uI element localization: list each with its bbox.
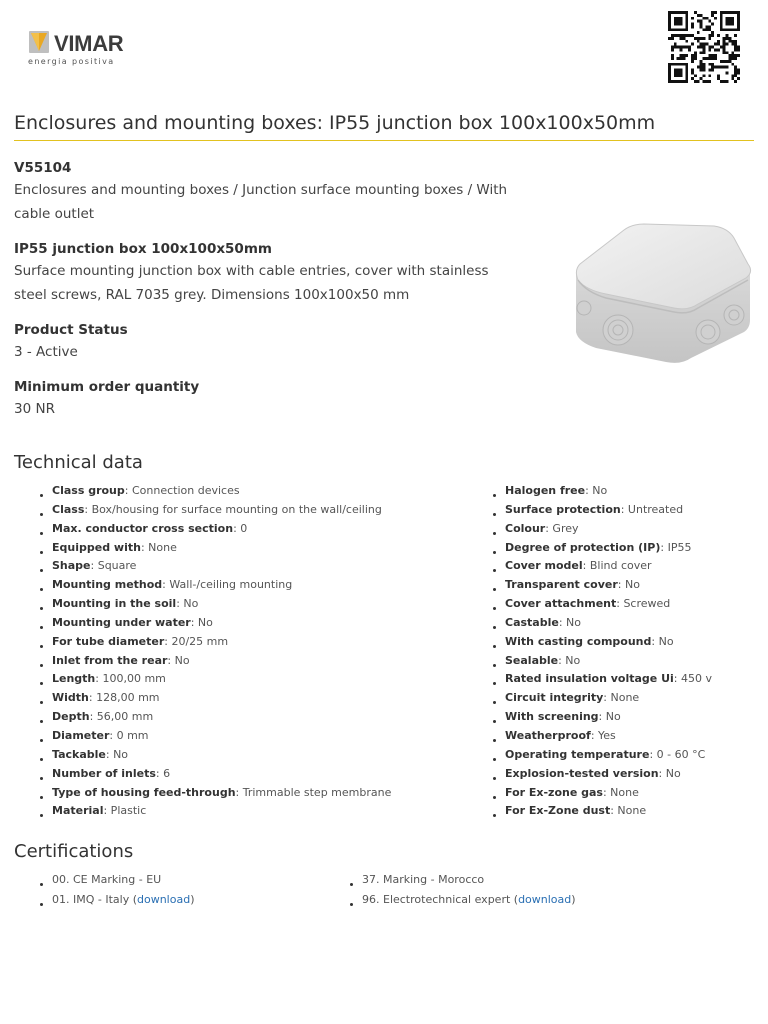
technical-data-item [40, 501, 391, 520]
technical-data-value: : 0 - 60 °C [649, 747, 706, 761]
technical-data-key: Cover attachment [505, 597, 617, 611]
technical-data-item [493, 520, 712, 539]
technical-data-value: : 20/25 mm [164, 634, 229, 648]
certifications-left [40, 870, 195, 910]
technical-data-item [493, 765, 712, 784]
product-description: Surface mounting junction box with cable entries, cover with stainless steel screws, RAL 7035 grey. Dimensions 100x100x50 mm [14, 263, 489, 303]
certifications-right [350, 870, 576, 910]
technical-data-item [40, 689, 391, 708]
technical-data-right [493, 482, 712, 821]
technical-data-key: Halogen free [505, 484, 586, 497]
technical-data-key: Length [52, 672, 96, 686]
technical-data-key: Rated insulation voltage Ui [505, 672, 674, 686]
technical-data-key: Cover model [505, 559, 583, 573]
technical-data-key: Sealable [505, 653, 559, 667]
technical-data-item [493, 557, 712, 576]
technical-data-key: Depth [52, 710, 90, 724]
technical-data-key: Class [52, 502, 85, 516]
product-status-value: 3 - Active [14, 344, 78, 360]
technical-data-key: Surface protection [505, 502, 621, 516]
technical-data-item [493, 595, 712, 614]
technical-data-value: : Blind cover [582, 559, 652, 573]
technical-data-key: Mounting under water [52, 615, 191, 629]
technical-data-key: Equipped with [52, 540, 141, 554]
certification-tail: ) [571, 893, 576, 906]
technical-data-item [493, 576, 712, 595]
technical-data-item [493, 670, 712, 689]
technical-data-value: : 0 mm [109, 728, 149, 742]
brand-name: VIMAR [54, 31, 124, 56]
technical-data-item [493, 501, 712, 520]
technical-data-item [493, 727, 712, 746]
technical-data-key: Colour [505, 521, 546, 535]
technical-data-item [493, 652, 712, 671]
technical-data-item [493, 482, 712, 501]
download-link[interactable]: download [137, 893, 191, 906]
certifications-heading: Certifications [14, 841, 134, 862]
technical-data-item [40, 520, 391, 539]
certification-tail: ) [190, 893, 195, 906]
technical-data-key: Mounting in the soil [52, 597, 177, 611]
technical-data-item [493, 746, 712, 765]
technical-data-key: Number of inlets [52, 766, 156, 780]
technical-data-value: : No [167, 653, 190, 667]
technical-data-value: : No [658, 766, 681, 780]
technical-data-value: : No [598, 710, 621, 724]
technical-data-item [493, 633, 712, 652]
moq-label: Minimum order quantity [14, 379, 200, 395]
technical-data-item [40, 802, 391, 821]
technical-data-key: Diameter [52, 728, 110, 742]
technical-data-value: : No [585, 484, 608, 497]
technical-data-key: Transparent cover [505, 578, 618, 592]
technical-data-key: Weatherproof [505, 728, 591, 742]
technical-data-value: : No [558, 653, 581, 667]
technical-data-key: Material [52, 804, 104, 818]
technical-data-key: For Ex-zone gas [505, 785, 603, 799]
technical-data-item [40, 595, 391, 614]
technical-data-value: : None [610, 804, 647, 818]
product-code: V55104 [14, 160, 72, 176]
technical-data-value: : No [105, 747, 129, 761]
technical-data-key: Circuit integrity [505, 691, 604, 705]
vimar-logo [28, 30, 138, 70]
technical-data-key: For Ex-Zone dust [505, 804, 611, 818]
certification-name: 96. Electrotechnical expert ( [362, 893, 519, 906]
technical-data-item [40, 557, 391, 576]
technical-data-value: : 450 v [673, 672, 712, 686]
technical-data-key: Explosion-tested version [505, 766, 659, 780]
technical-data-key: Degree of protection (IP) [505, 540, 661, 554]
logo-shield-icon [28, 30, 50, 54]
technical-data-item [40, 727, 391, 746]
qr-code-icon [668, 11, 740, 83]
product-image [566, 220, 756, 370]
technical-data-value: : Screwed [616, 597, 671, 611]
product-name: IP55 junction box 100x100x50mm [14, 241, 272, 257]
technical-data-item [40, 576, 391, 595]
technical-data-item [40, 614, 391, 633]
technical-data-value: : None [603, 691, 640, 705]
technical-data-value: : None [602, 785, 639, 799]
technical-data-item [40, 652, 391, 671]
brand-tagline: energia positiva [28, 57, 115, 66]
technical-data-value: : No [558, 615, 582, 629]
technical-data-item [40, 765, 391, 784]
certification-item [40, 870, 195, 890]
page-title: Enclosures and mounting boxes: IP55 junction box 100x100x50mm [14, 112, 754, 141]
technical-data-value: : 56,00 mm [89, 710, 154, 724]
technical-data-value: : 100,00 mm [95, 672, 166, 686]
technical-data-value: : No [617, 578, 640, 592]
technical-data-key: Width [52, 691, 89, 705]
technical-data-value: : Wall-/ceiling mounting [162, 578, 293, 592]
technical-data-value: : 128,00 mm [88, 691, 160, 705]
technical-data-item [40, 539, 391, 558]
download-link[interactable]: download [518, 893, 572, 906]
technical-data-value: : Box/housing for surface mounting on the wall/ceiling [84, 502, 382, 516]
technical-data-value: : Connection devices [124, 484, 240, 497]
technical-data-item [493, 802, 712, 821]
technical-data-key: Tackable [52, 747, 106, 761]
technical-data-left [40, 482, 391, 821]
technical-data-key: Shape [52, 559, 91, 573]
technical-data-value: : Yes [590, 728, 616, 742]
technical-data-item [40, 784, 391, 803]
technical-data-key: Mounting method [52, 578, 163, 592]
product-status-label: Product Status [14, 322, 128, 338]
product-info [14, 158, 514, 434]
product-category: Enclosures and mounting boxes / Junction surface mounting boxes / With cable outlet [14, 182, 508, 222]
technical-data-key: Inlet from the rear [52, 653, 168, 667]
technical-data-key: Castable [505, 615, 559, 629]
technical-data-key: Max. conductor cross section [52, 521, 234, 535]
technical-data-key: Class group [52, 484, 125, 497]
technical-data-item [493, 614, 712, 633]
technical-data-item [493, 539, 712, 558]
technical-data-value: : Trimmable step membrane [235, 785, 392, 799]
moq-value: 30 NR [14, 401, 55, 417]
technical-data-heading: Technical data [14, 452, 143, 473]
technical-data-value: : Grey [545, 521, 579, 535]
technical-data-value: : None [140, 540, 177, 554]
technical-data-item [40, 482, 391, 501]
certification-item [350, 890, 576, 910]
technical-data-value: : Untreated [620, 502, 684, 516]
technical-data-key: For tube diameter [52, 634, 165, 648]
technical-data-key: Type of housing feed-through [52, 785, 236, 799]
technical-data-value: : No [176, 597, 199, 611]
technical-data-key: With casting compound [505, 634, 652, 648]
certification-name: 37. Marking - Morocco [362, 873, 485, 886]
technical-data-item [493, 689, 712, 708]
certification-item [40, 890, 195, 910]
certification-item [350, 870, 576, 890]
technical-data-value: : 6 [155, 766, 171, 780]
certification-name: 00. CE Marking - EU [52, 873, 162, 886]
technical-data-value: : 0 [233, 521, 248, 535]
technical-data-value: : No [190, 615, 213, 629]
technical-data-key: With screening [505, 710, 599, 724]
technical-data-key: Operating temperature [505, 747, 650, 761]
technical-data-item [493, 708, 712, 727]
technical-data-item [40, 708, 391, 727]
technical-data-value: : IP55 [660, 540, 692, 554]
technical-data-item [40, 746, 391, 765]
technical-data-value: : Plastic [103, 804, 147, 818]
technical-data-item [493, 784, 712, 803]
technical-data-value: : Square [90, 559, 137, 573]
technical-data-value: : No [651, 634, 674, 648]
certification-name: 01. IMQ - Italy ( [52, 893, 137, 906]
technical-data-item [40, 633, 391, 652]
technical-data-item [40, 670, 391, 689]
